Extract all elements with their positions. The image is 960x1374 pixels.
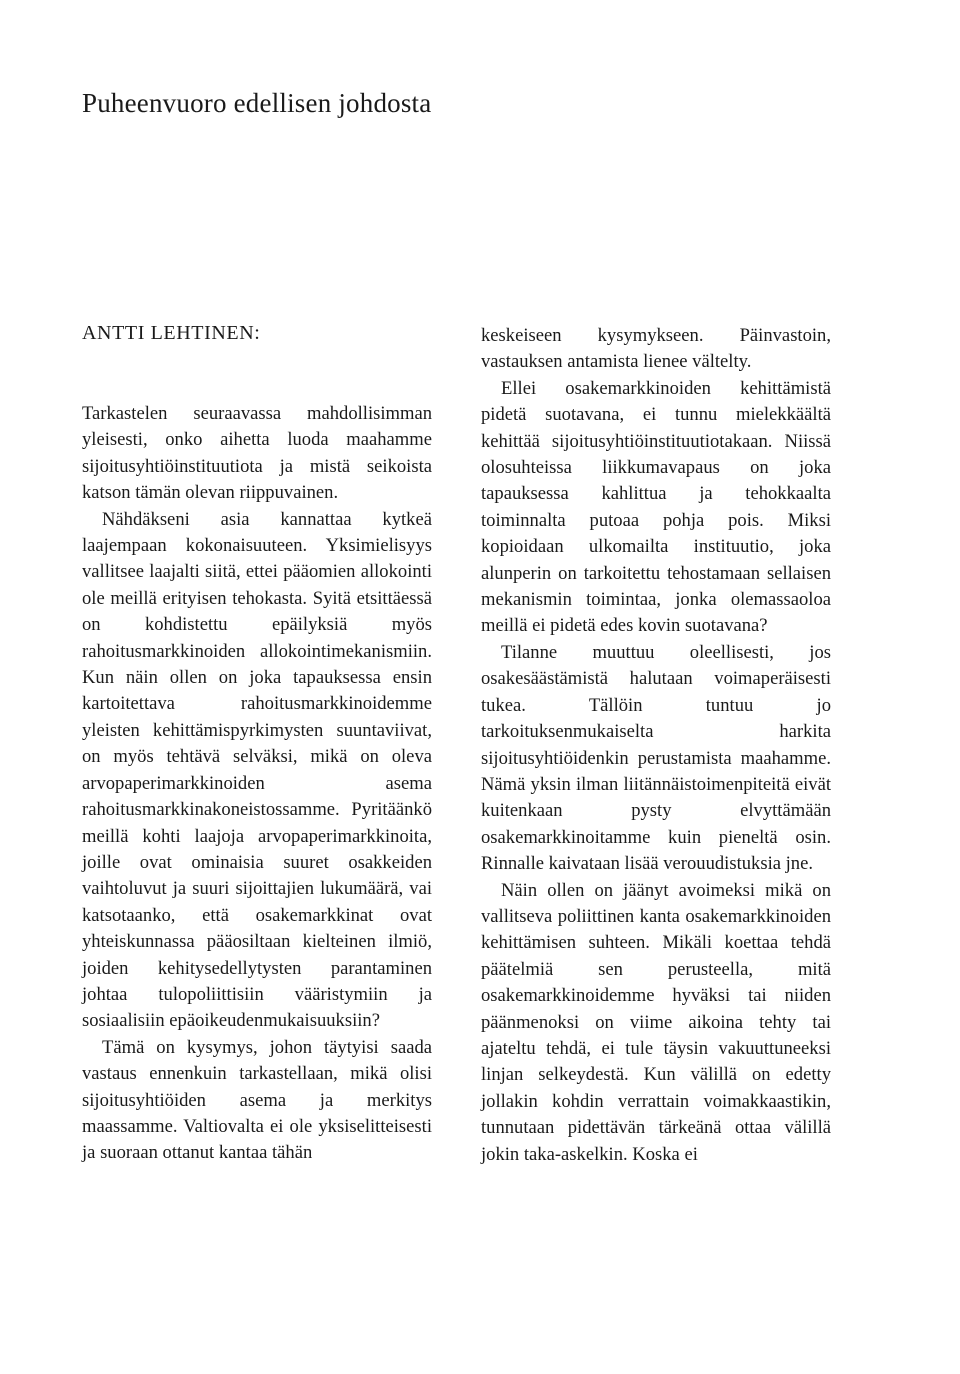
author-name: ANTTI LEHTINEN: <box>82 322 261 344</box>
right-paragraph-2: Ellei osakemarkkinoiden kehittämistä pidetä suotavana, ei tunnu mielekkäältä kehittää sijoitusyhtiöinstituutiotakaan. Niissä olosuhteissa liikkumavapaus on joka tapauksessa kahlittua ja tehokkaalta toiminnalta putoaa pohja pois. Miksi kopioidaan ulkomailta instituutio, joka alunperin on tarkoitettu tehostamaan sellaisen mekanismin toimintaa, jonka olemassaoloa meillä ei pidetä edes kovin suotavana? <box>481 377 831 637</box>
left-paragraph-2: Nähdäkseni asia kannattaa kytkeä laajempaan kokonaisuuteen. Yksimielisyys vallitsee laajalti siitä, ettei pääomien allokointi ole meillä erityisen tehokasta. Syitä etsittäessä on kohdistettu epäilyksiä myös rahoitusmarkkinoiden allokointimekanismiin. Kun näin ollen on joka tapauksessa ensin kartoitettava rahoitusmarkkinoidemme yleisten kehittämispyrkimysten suuntaviivat, on myös tehtävä selväksi, mikä on oleva arvopaperimarkkinoiden asema rahoitusmarkkinakoneistossamme. Pyritäänkö meillä kohti laajoja arvopaperimarkkinoita, joille ovat ominaisia suuret osakkeiden vaihtoluvut ja suuri sijoittajien lukumäärä, vai katsotaanko, että osakemarkkinat ovat yhteiskunnassa pääosiltaan kielteinen ilmiö, joiden kehitysedellytysten parantaminen johtaa tulopoliittisiin vääristymiin ja sosiaalisiin epäoikeudenmukaisuuksiin? <box>82 508 432 1032</box>
right-paragraph-4: Näin ollen on jäänyt avoimeksi mikä on vallitseva poliittinen kanta osakemarkkinoiden kehittämisen suhteen. Mikäli koettaa tehdä päätelmiä sen perusteella, mitä osakemarkkinoidemme hyväksi tai niiden päänmenoksi on viime aikoina tehty tai ajateltu tehdä, ei tule täysin vakuuttuneeksi linjan selkeydestä. Kun välillä on edetty jollakin kohdin verrattain voimakkaastikin, tunnutaan pidettävän tärkeänä ottaa välillä jokin taka-askelkin. Koska ei <box>481 879 831 1165</box>
right-column <box>481 323 831 1168</box>
right-paragraph-1: keskeiseen kysymykseen. Päinvastoin, vastauksen antamista lienee vältelty. <box>481 325 831 373</box>
left-paragraph-1: Tarkastelen seuraavassa mahdollisimman yleisesti, onko aihetta luoda maahamme sijoitusyhtiöinstituutiota ja mistä seikoista katson tämän olevan riippuvainen. <box>82 403 432 504</box>
right-paragraph-3: Tilanne muuttuu oleellisesti, jos osakesäästämistä halutaan voimaperäisesti tukea. Tällöin tuntuu jo tarkoituksenmukaiselta harkita sijoitusyhtiöidenkin perustamista maahamme. Nämä yksin ilman liitännäistoimenpiteitä eivät kuitenkaan pysty elvyttämään osakemarkkinoitamme kuin pieneltä osin. Rinnalle kaivataan lisää verouudistuksia jne. <box>481 641 831 875</box>
left-column <box>82 401 432 1167</box>
page-title: Puheenvuoro edellisen johdosta <box>82 88 432 118</box>
left-paragraph-3: Tämä on kysymys, johon täytyisi saada vastaus ennenkuin tarkastellaan, mikä olisi sijoitusyhtiöiden asema ja merkitys maassamme. Valtiovalta ei ole yksiselitteisesti ja suoraan ottanut kantaa tähän <box>82 1036 432 1164</box>
